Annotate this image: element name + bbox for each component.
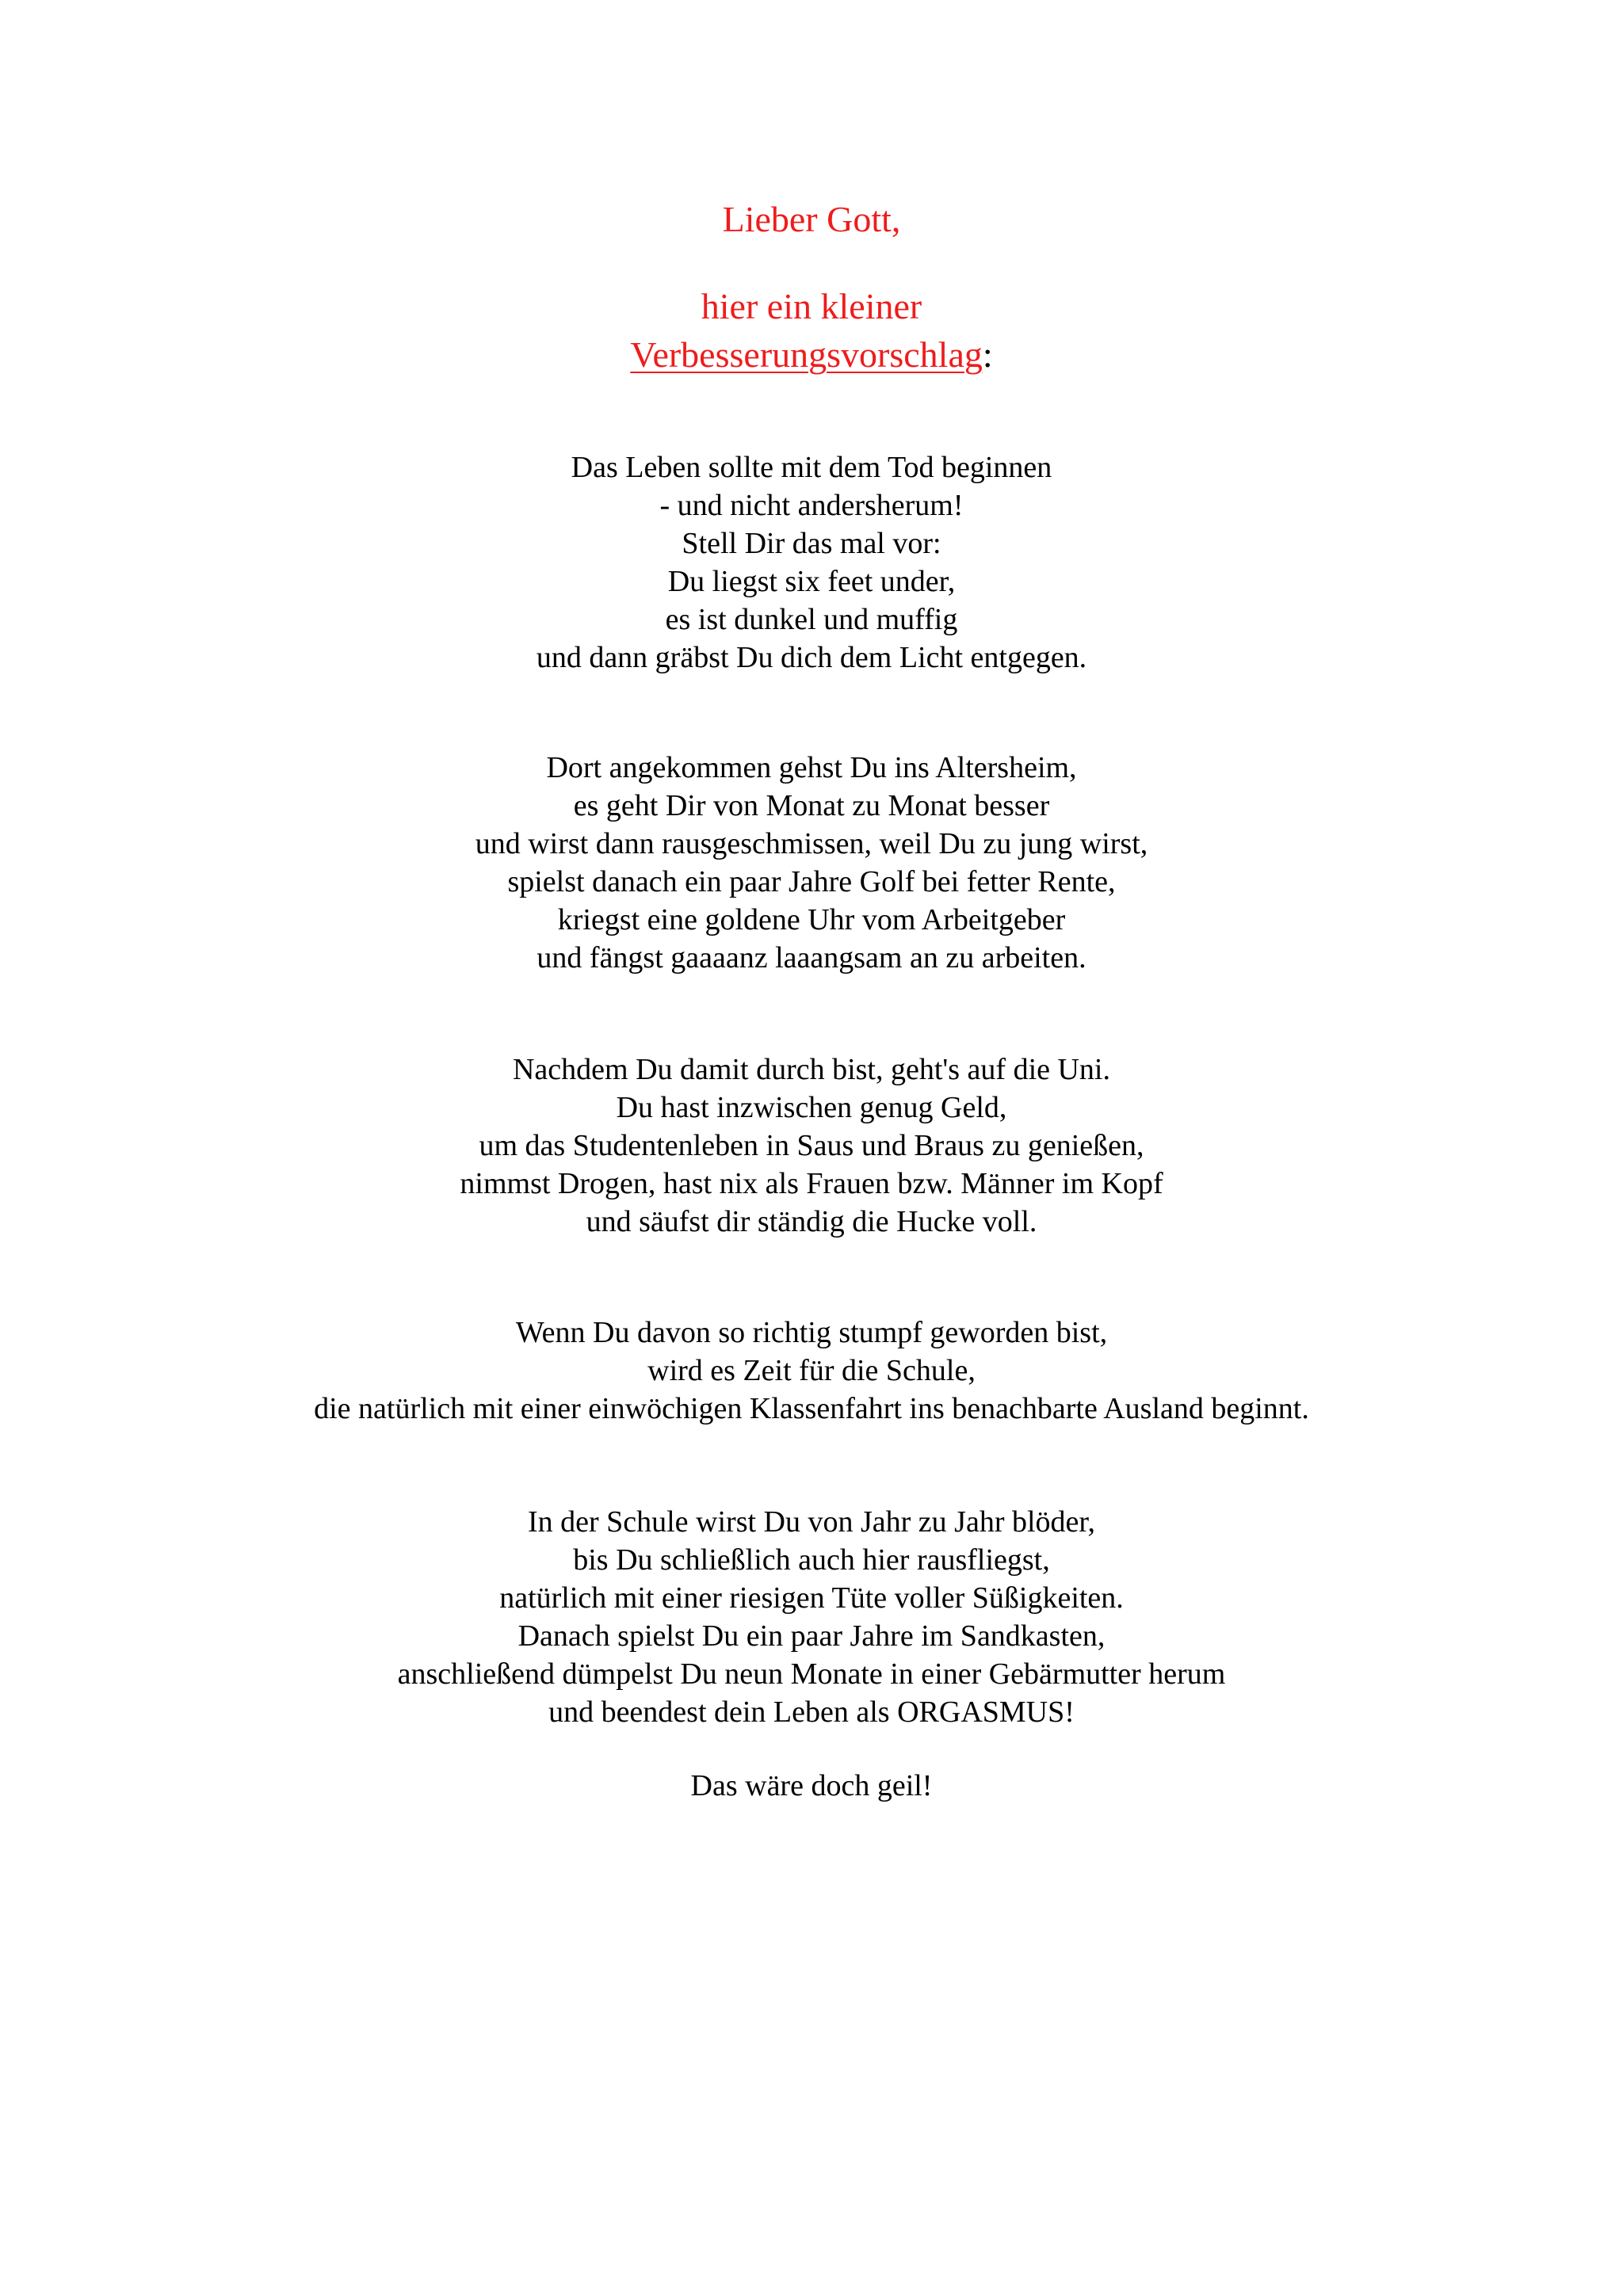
intro-title (0, 335, 1623, 375)
poem-line: Nachdem Du damit durch bist, geht's auf die Uni. (512, 1053, 1110, 1086)
poem-line: bis Du schließlich auch hier rausfliegst, (573, 1543, 1050, 1577)
poem-line: spielst danach ein paar Jahre Golf bei fetter Rente, (507, 865, 1116, 898)
poem-line: und wirst dann rausgeschmissen, weil Du zu jung wirst, (475, 827, 1148, 860)
intro-line (0, 287, 1623, 326)
poem-line: um das Studentenleben in Saus und Braus zu genießen, (479, 1129, 1144, 1162)
poem-line: Du liegst six feet under, (667, 565, 956, 598)
poem-line: Dort angekommen gehst Du ins Altersheim, (546, 751, 1077, 784)
intro-text: hier ein kleiner (701, 286, 922, 326)
greeting-text: Lieber Gott, (722, 199, 901, 239)
poem-line: und fängst gaaaanz laaangsam an zu arbeiten. (537, 941, 1086, 974)
poem-line: es ist dunkel und muffig (665, 603, 958, 636)
greeting-heading (0, 200, 1623, 239)
poem-line: Das Leben sollte mit dem Tod beginnen (571, 451, 1052, 484)
proposal-colon: : (982, 334, 993, 375)
proposal-title: Verbesserungsvorschlag (630, 334, 983, 375)
poem-line: und dann gräbst Du dich dem Licht entgegen. (536, 641, 1087, 674)
poem-line: und beendest dein Leben als ORGASMUS! (548, 1695, 1075, 1729)
poem-line: nimmst Drogen, hast nix als Frauen bzw. Männer im Kopf (460, 1167, 1163, 1200)
poem-line: natürlich mit einer riesigen Tüte voller Süßigkeiten. (499, 1581, 1124, 1615)
poem-line: Du hast inzwischen genug Geld, (616, 1091, 1007, 1124)
poem-line: wird es Zeit für die Schule, (647, 1354, 976, 1387)
poem-line: es geht Dir von Monat zu Monat besser (573, 789, 1050, 822)
poem-line: Stell Dir das mal vor: (682, 527, 941, 560)
poem-line: die natürlich mit einer einwöchigen Klassenfahrt ins benachbarte Ausland beginnt. (314, 1392, 1309, 1425)
poem-line: anschließend dümpelst Du neun Monate in einer Gebärmutter herum (397, 1657, 1226, 1691)
closing-line (0, 1767, 1623, 1805)
poem-line: Danach spielst Du ein paar Jahre im Sandkasten, (517, 1619, 1106, 1653)
poem-line: kriegst eine goldene Uhr vom Arbeitgeber (557, 903, 1066, 936)
poem-line: - und nicht andersherum! (659, 489, 964, 522)
poem-line: und säufst dir ständig die Hucke voll. (586, 1205, 1037, 1238)
closing-text: Das wäre doch geil! (690, 1769, 933, 1802)
poem-line: Wenn Du davon so richtig stumpf geworden bist, (515, 1316, 1108, 1349)
poem-line: In der Schule wirst Du von Jahr zu Jahr blöder, (527, 1505, 1096, 1539)
